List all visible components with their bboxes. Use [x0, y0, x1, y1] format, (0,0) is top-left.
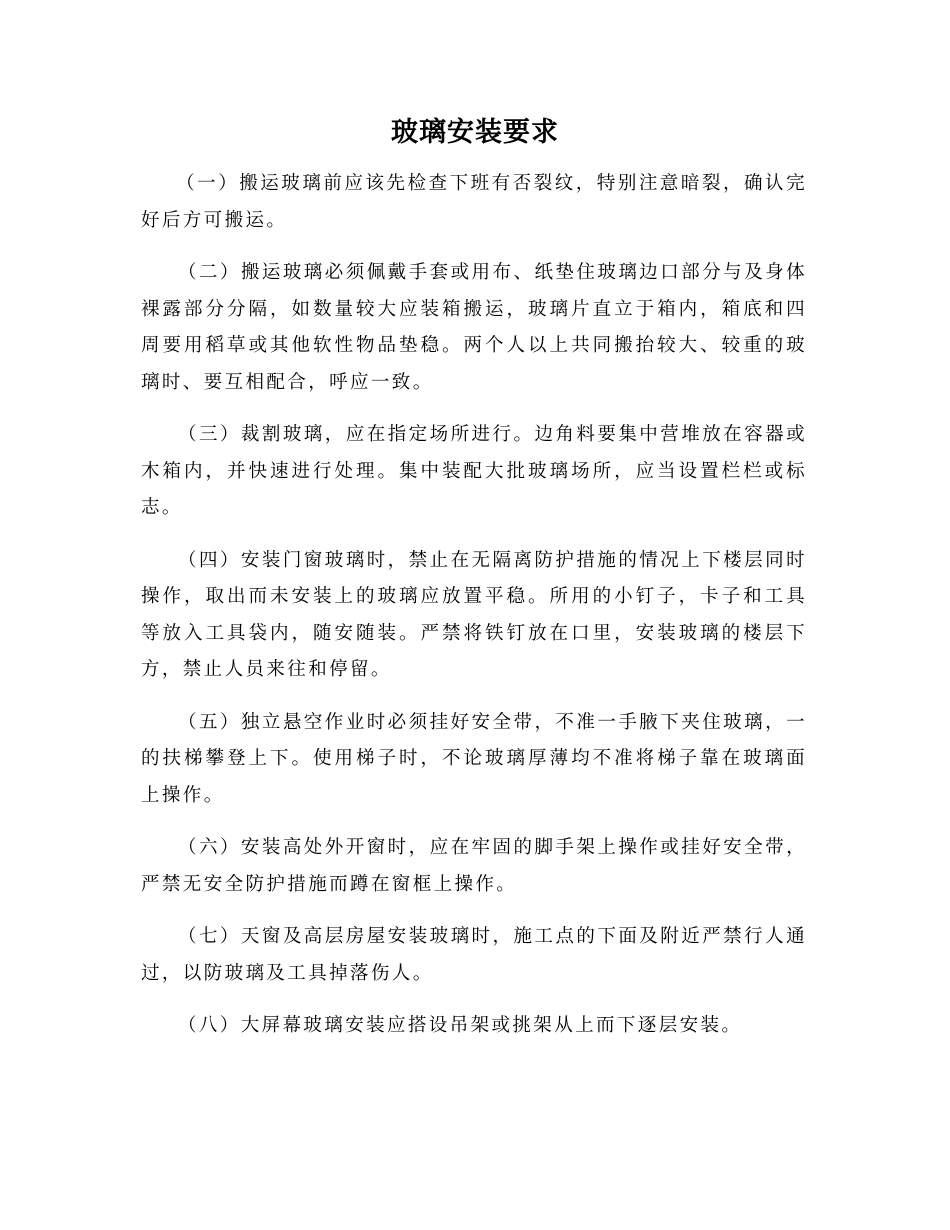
- paragraph-1: （一）搬运玻璃前应该先检查下班有否裂纹，特别注意暗裂，确认完好后方可搬运。: [141, 173, 807, 231]
- paragraph-6: （六）安装高处外开窗时，应在牢固的脚手架上操作或挂好安全带，严禁无安全防护措施而蹲在窗框上操作。: [141, 837, 807, 895]
- paragraph-5: （五）独立悬空作业时必须挂好安全带，不准一手腋下夹住玻璃，一的扶梯攀登上下。使用梯子时，不论玻璃厚薄均不准将梯子靠在玻璃面上操作。: [141, 711, 807, 806]
- document-title: 玻璃安装要求: [391, 117, 559, 148]
- paragraph-8: （八）大屏幕玻璃安装应搭设吊架或挑架从上而下逐层安装。: [178, 1015, 743, 1036]
- paragraph-4: （四）安装门窗玻璃时，禁止在无隔离防护措施的情况上下楼层同时操作，取出而未安装上的玻璃应放置平稳。所用的小钉子，卡子和工具等放入工具袋内，随安随装。严禁将铁钉放在口里，安装玻璃的楼层下方，禁止人员来往和停留。: [141, 549, 807, 680]
- paragraph-7: （七）天窗及高层房屋安装玻璃时，施工点的下面及附近严禁行人通过，以防玻璃及工具掉落伤人。: [141, 926, 807, 984]
- paragraph-2: （二）搬运玻璃必须佩戴手套或用布、纸垫住玻璃边口部分与及身体裸露部分分隔，如数量较大应装箱搬运，玻璃片直立于箱内，箱底和四周要用稻草或其他软性物品垫稳。两个人以上共同搬抬较大、较重的玻璃时、要互相配合，呼应一致。: [141, 262, 807, 393]
- paragraph-3: （三）裁割玻璃，应在指定场所进行。边角料要集中营堆放在容器或木箱内，并快速进行处理。集中装配大批玻璃场所，应当设置栏栏或标志。: [141, 424, 807, 518]
- document-body: [141, 166, 807, 1061]
